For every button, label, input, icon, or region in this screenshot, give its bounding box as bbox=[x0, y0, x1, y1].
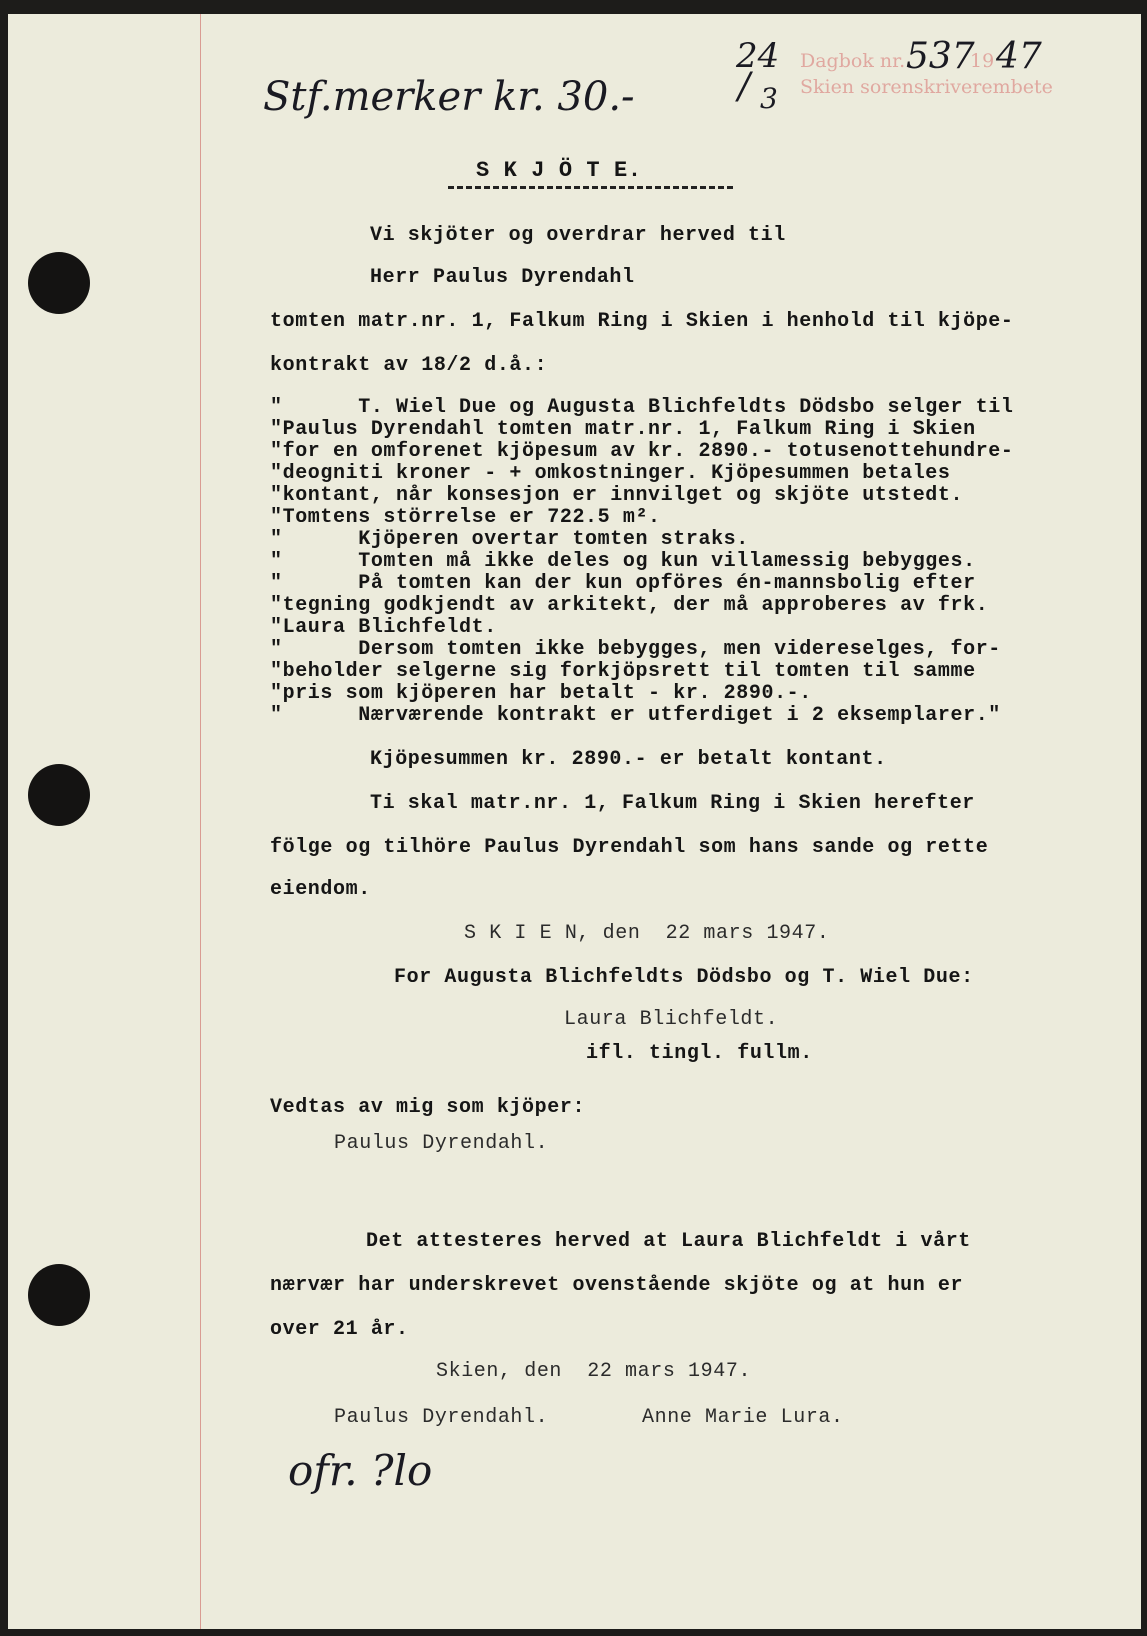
seller-signature: Laura Blichfeldt. bbox=[564, 1008, 779, 1031]
registry-stamp-line2: Skien sorenskriverembete bbox=[800, 76, 1053, 98]
on-behalf-line: For Augusta Blichfeldts Dödsbo og T. Wiel Due: bbox=[394, 966, 974, 989]
quote-line-3: "for en omforenet kjöpesum av kr. 2890.- totusenottehundre- bbox=[270, 440, 1014, 463]
transfer-line-3: eiendom. bbox=[270, 878, 371, 901]
date-numerator: 24 bbox=[736, 36, 780, 76]
margin-rule bbox=[200, 14, 201, 1629]
book-number: 537 bbox=[906, 36, 975, 77]
transfer-line-2: fölge og tilhöre Paulus Dyrendahl som hans sande og rette bbox=[270, 836, 989, 859]
document-title: S K J Ö T E. bbox=[476, 158, 642, 183]
attestation-line-2: nærvær har underskrevet ovenstående skjöte og at hun er bbox=[270, 1274, 964, 1297]
attestation-line-1: Det attesteres herved at Laura Blichfeldt i vårt bbox=[366, 1230, 971, 1253]
stamp-dagbok-label: Dagbok nr. bbox=[800, 50, 906, 72]
property-line-2: kontrakt av 18/2 d.å.: bbox=[270, 354, 548, 377]
grantee-line: Herr Paulus Dyrendahl bbox=[370, 266, 635, 289]
quote-line-2: "Paulus Dyrendahl tomten matr.nr. 1, Falkum Ring i Skien bbox=[270, 418, 976, 441]
quote-line-13: "beholder selgerne sig forkjöpsrett til tomten til samme bbox=[270, 660, 976, 683]
quote-line-5: "kontant, når konsesjon er innvilget og skjöte utstedt. bbox=[270, 484, 964, 507]
attestation-line-3: over 21 år. bbox=[270, 1318, 409, 1341]
quote-line-10: "tegning godkjendt av arkitekt, der må approberes av frk. bbox=[270, 594, 989, 617]
acceptance-line: Vedtas av mig som kjöper: bbox=[270, 1096, 586, 1119]
witness-signature-2: Anne Marie Lura. bbox=[642, 1406, 844, 1429]
witness-signature-1: Paulus Dyrendahl. bbox=[334, 1406, 549, 1429]
quote-line-9: " På tomten kan der kun opföres én-mannsbolig efter bbox=[270, 572, 976, 595]
quote-line-4: "deogniti kroner - + omkostninger. Kjöpesummen betales bbox=[270, 462, 951, 485]
stamp-year-prefix: 19 bbox=[970, 50, 995, 72]
date-denominator: 3 bbox=[760, 82, 778, 115]
clerk-initials: ofr. ?lo bbox=[288, 1446, 433, 1495]
quote-line-14: "pris som kjöperen har betalt - kr. 2890.-. bbox=[270, 682, 812, 705]
property-line-1: tomten matr.nr. 1, Falkum Ring i Skien i henhold til kjöpe- bbox=[270, 310, 1014, 333]
punch-hole-middle bbox=[28, 764, 90, 826]
quote-line-1: " T. Wiel Due og Augusta Blichfeldts Dödsbo selger til bbox=[270, 396, 1014, 419]
punch-hole-top bbox=[28, 252, 90, 314]
registry-stamp-line1 bbox=[800, 50, 905, 72]
stamp-fee-handwriting: Stf.merker kr. 30.- bbox=[263, 74, 635, 120]
title-underline bbox=[448, 186, 733, 189]
attestation-date: Skien, den 22 mars 1947. bbox=[436, 1360, 752, 1383]
quote-line-15: " Nærværende kontrakt er utferdiget i 2 eksemplarer." bbox=[270, 704, 1001, 727]
quote-line-11: "Laura Blichfeldt. bbox=[270, 616, 497, 639]
opening-line: Vi skjöter og overdrar herved til bbox=[370, 224, 786, 247]
quote-line-8: " Tomten må ikke deles og kun villamessig bebygges. bbox=[270, 550, 976, 573]
quote-line-6: "Tomtens störrelse er 722.5 m². bbox=[270, 506, 661, 529]
place-date-line: S K I E N, den 22 mars 1947. bbox=[464, 922, 830, 945]
power-of-attorney-note: ifl. tingl. fullm. bbox=[586, 1042, 813, 1065]
transfer-line-1: Ti skal matr.nr. 1, Falkum Ring i Skien herefter bbox=[370, 792, 975, 815]
payment-line: Kjöpesummen kr. 2890.- er betalt kontant. bbox=[370, 748, 887, 771]
document-page: Stf.merker kr. 30.- 24 / 3 Dagbok nr. 537 19 47 Skien sorenskriverembete S K J Ö T E. Vi skjöter og overdrar herved til Herr Paulus Dyrendahl tomten matr.nr. 1, Falkum Ring i Skien i henhold til kjöpe- kontrakt av 18/2 d.å.: " T. Wiel Due og Augusta Blichfeldts Dödsbo selger til "Paulus Dyrendahl tomten matr.nr. 1, Falkum Ring i Skien "for en omforenet kjöpesum av kr. 2890.- totusenottehundre- "deogniti kroner - + omkostninger. Kjöpesummen betales "kontant, når konsesjon er innvilget og skjöte utstedt. "Tomtens störrelse er 722.5 m². " Kjöperen overtar tomten straks. " Tomten må ikke deles og kun villamessig bebygges. " På tomten kan der kun opföres én-mannsbolig efter "tegning godkjendt av arkitekt, der må approberes av frk. "Laura Blichfeldt. " Dersom tomten ikke bebygges, men videreselges, for- "beholder selgerne sig forkjöpsrett til tomten til samme "pris som kjöperen har betalt - kr. 2890.-. " Nærværende kontrakt er utferdiget i 2 eksemplarer." Kjöpesummen kr. 2890.- er betalt kontant. Ti skal matr.nr. 1, Falkum Ring i Skien herefter fölge og tilhöre Paulus Dyrendahl som hans sande og rette eiendom. S K I E N, den 22 mars 1947. For Augusta Blichfeldts Dödsbo og T. Wiel Due: Laura Blichfeldt. ifl. tingl. fullm. Vedtas av mig som kjöper: Paulus Dyrendahl. Det attesteres herved at Laura Blichfeldt i vårt nærvær har underskrevet ovenstående skjöte og at hun er over 21 år. Skien, den 22 mars 1947. Paulus Dyrendahl. Anne Marie Lura. ofr. ?lo bbox=[8, 14, 1141, 1629]
quote-line-7: " Kjöperen overtar tomten straks. bbox=[270, 528, 749, 551]
buyer-signature: Paulus Dyrendahl. bbox=[334, 1132, 549, 1155]
book-year: 47 bbox=[996, 36, 1042, 77]
punch-hole-bottom bbox=[28, 1264, 90, 1326]
quote-line-12: " Dersom tomten ikke bebygges, men videreselges, for- bbox=[270, 638, 1001, 661]
